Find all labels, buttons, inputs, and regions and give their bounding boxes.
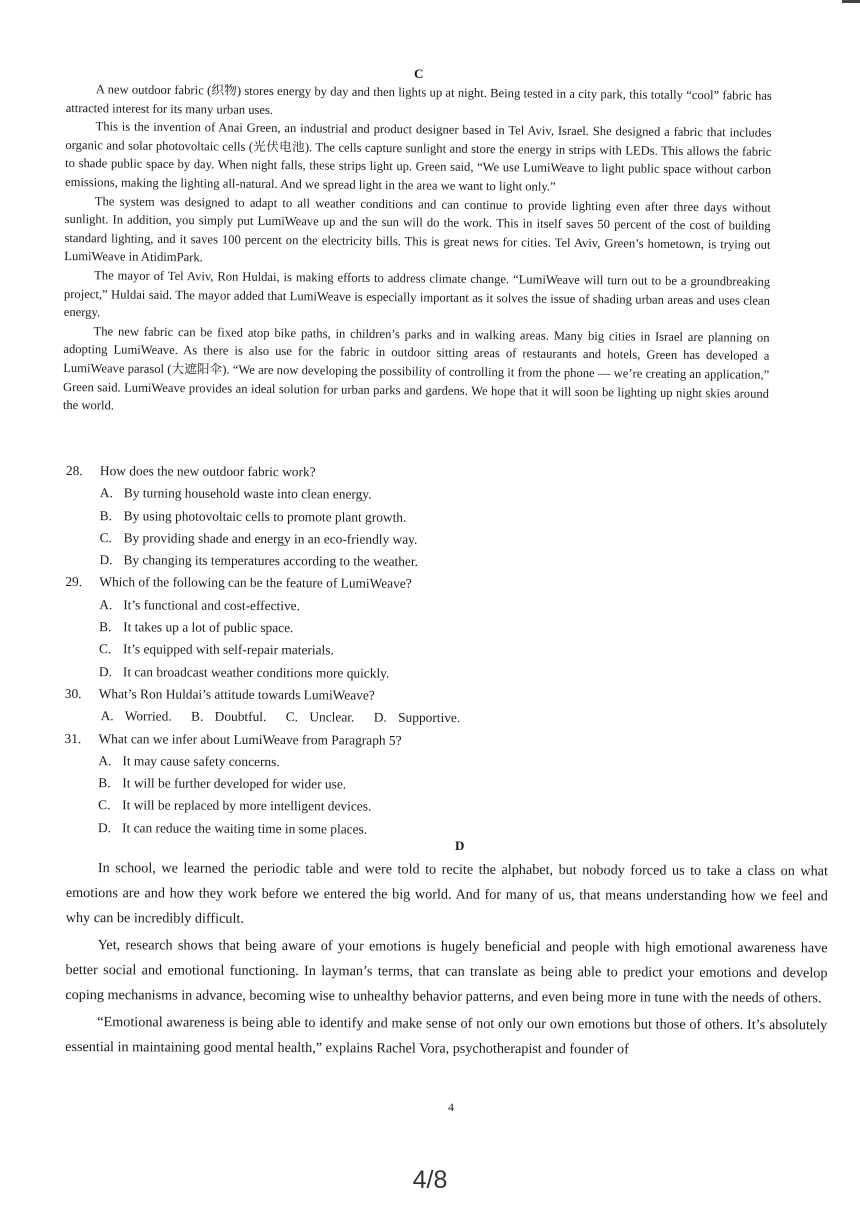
option-a: A. Worried. [100,708,172,724]
question-stem: Which of the following can be the feature of LumiWeave? [99,574,412,592]
question-number: 30. [64,685,82,702]
passage-d [65,856,828,1065]
option-b: B. It will be further developed for wider use. [98,775,347,792]
option-b: B. By using photovoltaic cells to promote plant growth. [99,507,407,525]
option-c: C. By providing shade and energy in an eco-friendly way. [99,530,418,547]
question-stem: How does the new outdoor fabric work? [99,463,316,480]
question-list [64,460,766,843]
question-28 [65,460,766,575]
printed-page-number: 4 [448,1100,454,1114]
option-b: B. Doubtful. [191,708,267,725]
question-number: 28. [65,462,83,479]
passage-d-paragraph-3: “Emotional awareness is being able to identify and make sense of not only our own emotions but those of others. It’s absolutely essential in maintaining good mental health,” explains Rachel Vora, psychotherapist and founder of [65,1014,828,1058]
passage-c-paragraph-3: The system was designed to adapt to all weather conditions and can continue to provide lighting even after three days without sunlight. In addition, you simply put LumiWeave up and the sun will do the work. This in itself saves 50 percent of the cost of building standard lighting, and it saves 100 percent on the electricity bills. This is great news for cities. Tel Aviv, Green’s hometown, is trying out LumiWeave in AtidimPark. [64,193,771,265]
question-29 [65,571,766,686]
passage-c [63,80,772,421]
viewer-page-indicator: 4/8 [412,1166,448,1194]
inline-options [65,705,765,731]
option-a: A. By turning household waste into clean energy. [99,485,372,502]
option-a: A. It’s functional and cost-effective. [99,596,301,614]
section-d-heading: D [455,838,465,853]
option-d: D. Supportive. [373,709,461,726]
passage-c-paragraph-5: The new fabric can be fixed atop bike paths, in children’s parks and in walking areas. Many big cities in Israel are planning on adopting LumiWeave. As there is also use for the fabric in outdoor sitting areas of restaurants and hotels, Green has developed a LumiWeave parasol (大遮阳伞). “We are now developing the possibility of controlling it from the phone — we’re creating an application,” Green said. LumiWeave provides an ideal solution for urban parks and gardens. We hope that it will soon be lighting up night skies around the world. [62,323,770,413]
section-c-heading: C [414,66,424,81]
passage-d-paragraph-1: In school, we learned the periodic table and were told to recite the alphabet, but nobody forced us to take a class on what emotions are and how they work before we entered the big world. And for many of us, that means understanding how we feel and why can be incredibly difficult. [65,860,828,927]
passage-d-paragraph-2: Yet, research shows that being aware of your emotions is hugely beneficial and people with high emotional awareness have better social and emotional functioning. In layman’s terms, that can translate as being able to predict your emotions and develop coping mechanisms in advance, becoming wise to unhealthy behavior patterns, and even being more in tune with the needs of others. [65,937,828,1007]
option-d: D. By changing its temperatures according to the weather. [99,552,419,570]
question-number: 31. [64,730,82,746]
question-31 [64,728,765,843]
option-c: C. Unclear. [285,709,355,725]
question-30 [65,683,765,731]
option-d: D. It can reduce the waiting time in some places. [98,819,368,837]
question-stem: What’s Ron Huldai’s attitude towards LumiWeave? [98,686,375,703]
question-number: 29. [65,574,83,590]
passage-c-paragraph-2: This is the invention of Anai Green, an industrial and product designer based in Tel Aviv, Israel. She designed a fabric that includes organic and solar photovoltaic cells (光伏电池). The cells capture sunlight and store the energy in strips with LEDs. This allows the fabric to shade public space by day. When night falls, these strips light up. Green said, “We use LumiWeave to light public space without carbon emissions, making the lighting all-natural. And we spread light in the area we want to light only.” [64,119,772,194]
passage-c-paragraph-4: The mayor of Tel Aviv, Ron Huldai, is making efforts to address climate change. “LumiWeave will turn out to be a groundbreaking project,” Huldai said. The mayor added that LumiWeave is especially important as it solves the issue of shading urban areas and uses clean energy. [63,268,771,320]
question-stem: What can we infer about LumiWeave from Paragraph 5? [98,730,402,748]
corner-scan-mark [842,0,860,3]
option-a: A. It may cause safety concerns. [98,753,280,769]
option-c: C. It’s equipped with self-repair materials. [98,641,334,658]
passage-c-paragraph-1: A new outdoor fabric (织物) stores energy by day and then lights up at night. Being tested in a city park, this totally “cool” fabric has attracted interest for its many urban uses. [65,82,772,117]
option-b: B. It takes up a lot of public space. [99,619,294,636]
option-d: D. It can broadcast weather conditions more quickly. [98,663,390,681]
option-c: C. It will be replaced by more intelligent devices. [98,797,372,815]
